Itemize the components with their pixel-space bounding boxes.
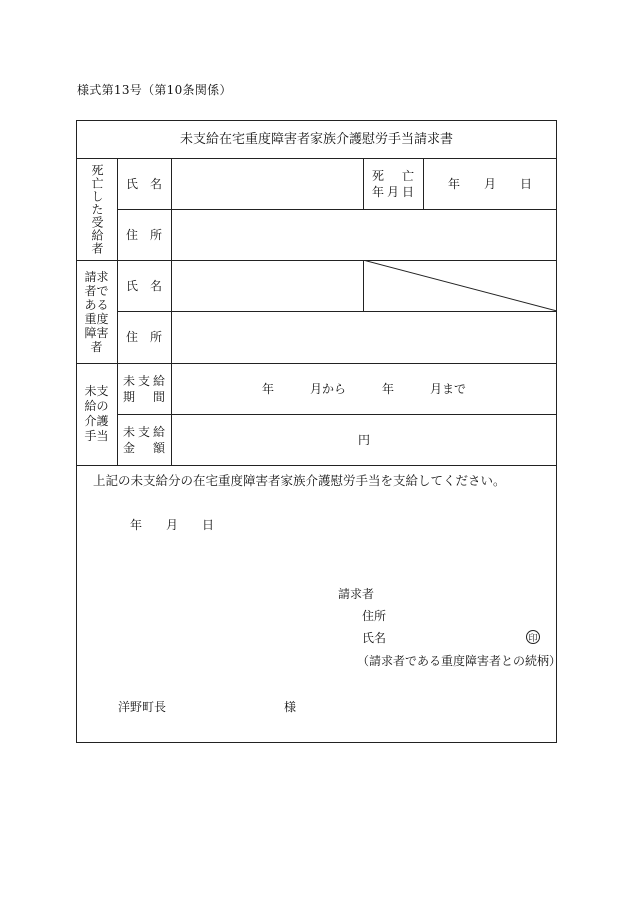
claimant-name-label: 氏 名: [125, 278, 162, 293]
unpaid-section-label: [76, 363, 117, 465]
claimant-heading: 請求者: [338, 587, 375, 601]
unpaid-period-label-line2: 期 間: [123, 389, 165, 404]
unpaid-amount-label-line1: 未支給: [123, 424, 165, 439]
unpaid-period-label-line1: 未支給: [123, 373, 165, 388]
claimant-name-field[interactable]: [171, 260, 363, 311]
request-statement: 上記の未支給分の在宅重度障害者家族介護慰労手当を支給してください。: [93, 473, 506, 488]
diagonal-strike: [363, 260, 557, 312]
deceased-address-field[interactable]: [171, 209, 557, 260]
deceased-address-label: 住 所: [125, 227, 162, 242]
unpaid-period-label: [117, 363, 171, 414]
form-number-label: 様式第13号（第10条関係）: [77, 83, 232, 97]
seal-mark: 印: [526, 630, 540, 644]
honorific: 様: [284, 700, 297, 714]
deceased-name-field[interactable]: [171, 158, 363, 209]
addressee: 洋野町長: [118, 700, 167, 714]
relation-note: （請求者である重度障害者との続柄）: [357, 654, 562, 668]
death-date-label-line1: 死 亡: [372, 168, 414, 183]
death-date-label-line2: 年月日: [372, 184, 414, 199]
claimant-address-label: 住 所: [125, 330, 162, 344]
deceased-name-label: 氏 名: [125, 176, 162, 191]
unpaid-amount-label-line2: 金 額: [123, 440, 165, 455]
unpaid-amount-label: [117, 414, 171, 465]
deceased-section-label: [76, 158, 117, 260]
deceased-section-text: 死亡した受給者: [90, 163, 104, 255]
unpaid-amount-field[interactable]: 円: [357, 432, 370, 447]
claimant-address-field[interactable]: [171, 311, 557, 363]
unpaid-section-text: 未支給の介護手当: [84, 384, 109, 443]
claimant-section-text: 請求者である重度障害者: [84, 269, 109, 354]
claimant-address-line[interactable]: 住所: [362, 609, 387, 623]
unpaid-period-field[interactable]: 年 月から 年 月まで: [261, 381, 466, 396]
claimant-section-label: [76, 260, 117, 363]
death-date-field[interactable]: 年 月 日: [447, 176, 532, 191]
death-date-label: [363, 158, 423, 209]
form-title: 未支給在宅重度障害者家族介護慰労手当請求書: [179, 131, 453, 147]
request-date[interactable]: 年 月 日: [130, 518, 215, 532]
section-divider: [76, 465, 557, 466]
claimant-name-line[interactable]: 氏名: [362, 631, 387, 645]
